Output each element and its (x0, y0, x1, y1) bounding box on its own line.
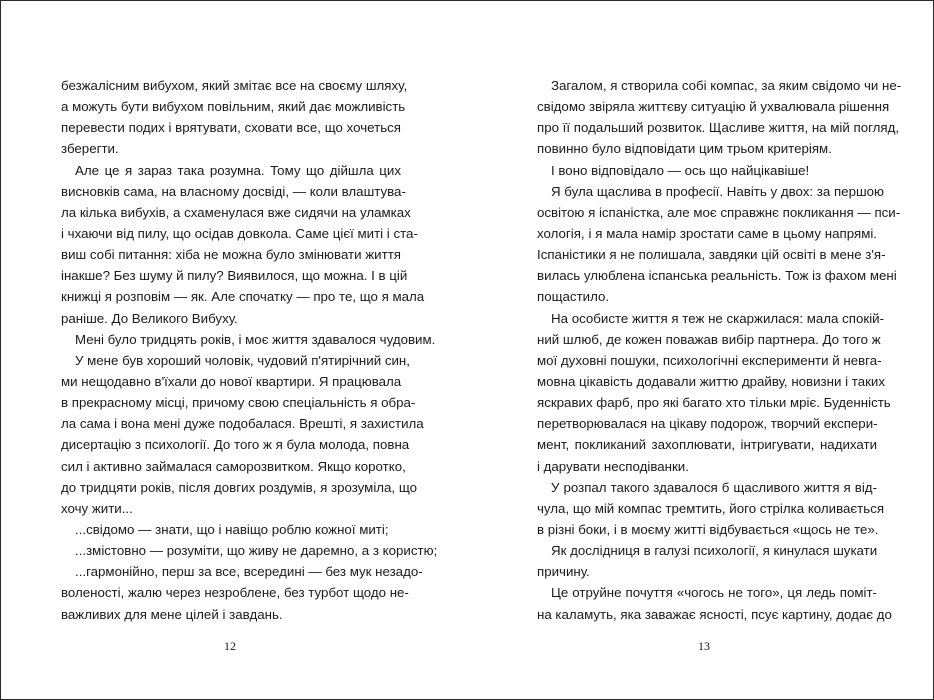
text-line: хочу жити... (61, 500, 133, 516)
text-line: вилась улюблена іспанська реальність. Тож із фахом мені (537, 268, 897, 284)
text-line: У мене був хороший чоловік, чудовий п'ятирічний син, (75, 352, 410, 368)
left-page-text (61, 75, 438, 625)
text-line: важливих для мене цілей і завдань. (61, 606, 283, 622)
text-line: пощастило. (537, 289, 610, 305)
text-line: мовна цікавість додавали життю драйву, новизни і таких (537, 373, 885, 389)
text-line: раніше. До Великого Вибуху. (61, 310, 238, 326)
text-line: дисертацію з психології. До того ж я була молода, повна (61, 437, 410, 453)
text-line: безжалісним вибухом, який змітає все на своєму шляху, (61, 78, 408, 93)
text-line: мої духовні пошуки, психологічні експерименти й невга- (537, 352, 882, 368)
text-line: Іспаністики я не полишала, завдяки цій освіті в мене з'я- (537, 247, 886, 263)
text-line: в різні боки, і в моєму житті відбувається «щось не те». (537, 521, 879, 537)
text-line: перевести подих і врятувати, сховати все, що хочеться (61, 120, 401, 136)
text-line: на каламуть, яка заважає ясності, псує картину, додає до (537, 606, 892, 622)
text-line: інакше? Без шуму й пилу? Виявилося, що можна. І в цій (61, 268, 408, 284)
page-number-left: 12 (224, 639, 236, 653)
text-line: а можуть бути вибухом повільним, який дає можливість (61, 99, 406, 115)
text-line: яскравих фарб, про які багато хто тільки мріє. Буденність (537, 395, 891, 411)
text-line: чула, що мій компас тремтить, його стрілка коливається (537, 500, 885, 516)
page-number-right: 13 (698, 639, 710, 653)
text-line: ...свідомо — знати, що і навіщо роблю кожної миті; (75, 521, 389, 537)
text-line: ний шлюб, де кожен поважав вибір партнера. До того ж (537, 331, 881, 347)
text-line: свідомо звіряла життєву ситуацію й ухвалювала рішення (537, 99, 890, 115)
text-line: Загалом, я створила собі компас, за яким свідомо чи не- (551, 78, 902, 93)
text-line: мент, покликаний захоплювати, інтригувати, надихати (537, 437, 877, 453)
text-line: хологія, і я мала намір зростати саме в цьому напрямі. (537, 225, 877, 241)
text-line: причину. (537, 564, 590, 580)
right-page-text (537, 75, 902, 625)
text-line: про її подальший розвиток. Щасливе життя, на мій погляд, (537, 120, 900, 136)
text-line: Але це я зараз така розумна. Тому що дійшла цих (75, 162, 401, 178)
text-line: У розпал такого здавалося б щасливого життя я від- (551, 479, 877, 495)
text-line: Це отруйне почуття «чогось не того», ця ледь поміт- (551, 585, 877, 601)
text-line: І воно відповідало — ось що найцікавіше! (551, 162, 810, 178)
text-line: виш собі питання: хіба не можна було змінювати життя (61, 247, 401, 263)
text-line: повинно було відповідати цим трьом критеріям. (537, 141, 832, 157)
text-line: Я була щаслива в професії. Навіть у двох: за першою (551, 183, 885, 199)
text-line: освітою я іспаністка, але моє справжнє покликання — пси- (537, 204, 901, 220)
text-line: Як дослідниця в галузі психології, я кинулася шукати (551, 543, 878, 559)
text-line: сил і активно займалася саморозвитком. Якщо коротко, (61, 458, 406, 474)
text-line: ла кілька вибухів, а схаменулася вже сидячи на уламках (61, 204, 411, 220)
text-line: висновків сама, на власному досвіді, — коли влаштува- (61, 183, 406, 199)
text-line: На особисте життя я теж не скаржилася: мала спокій- (551, 310, 885, 326)
text-line: і дарувати несподіванки. (537, 458, 689, 474)
text-line: в прекрасному місці, причому свою спеціальність я обра- (61, 395, 416, 411)
text-line: ...гармонійно, перш за все, всередині — без мук незадо- (75, 564, 423, 580)
text-line: книжці я розповім — як. Але спочатку — про те, що я мала (61, 289, 425, 305)
text-line: зберегти. (61, 141, 119, 157)
text-line: ...змістовно — розуміти, що живу не даремно, а з користю; (75, 543, 438, 559)
text-line: перетворювалася на цікаву подорож, творчий експери- (537, 416, 878, 432)
text-line: до тридцяти років, після довгих роздумів, я зрозуміла, що (61, 479, 418, 495)
text-line: і чхаючи від пилу, що осідав довкола. Саме цієї миті і ста- (61, 225, 418, 241)
text-line: ми нещодавно в'їхали до нової квартири. Я працювала (61, 373, 402, 389)
text-line: Мені було тридцять років, і моє життя здавалося чудовим. (75, 331, 436, 347)
text-line: ла сама і вона мені дуже подобалася. Врешті, я захистила (61, 416, 424, 432)
text-line: воленості, жалю через незроблене, без турбот щодо не- (61, 585, 409, 601)
